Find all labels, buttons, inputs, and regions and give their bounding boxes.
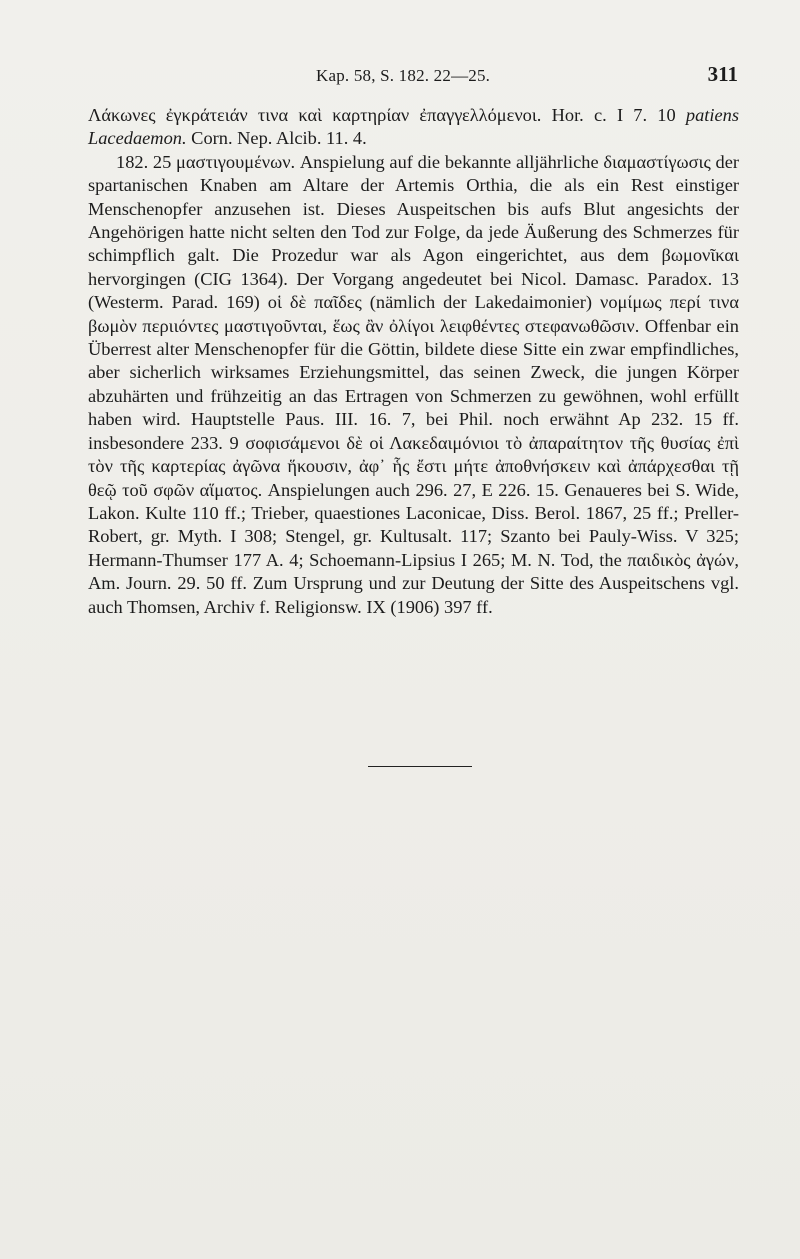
text-run: 182. 25 μαστιγουμένων. Anspielung auf die bekannte alljährliche διαμαστίγωσις der spartanischen Knaben am Altare der Artemis Orthia, die als ein Rest einstiger Menschenopfer anzusehen ist. Dieses Auspeitschen bis aufs Blut angesichts der Angehörigen hatte nicht selten den Tod zur Folge, da jede Äußerung des Schmerzes für schimpflich galt. Die Prozedur war als Agon eingerichtet, aus dem βωμονῖκαι hervorgingen (CIG 1364). Der Vorgang angedeutet bei Nicol. Damasc. Paradox. 13 (Westerm. Parad. 169) οἱ δὲ παῖδες (nämlich der Lakedaimonier) νομίμως περί τινα βωμὸν περιιόντες μαστιγοῦνται, ἕως ἂν ὀλίγοι λειφθέντες στεφανωθῶσιν. Offenbar ein Überrest alter Menschenopfer für die Göttin, bildete diese Sitte ein zwar empfindliches, aber sicherlich wirksames Erziehungsmittel, das seinen Zweck, die jungen Körper abzuhärten und frühzeitig an das Ertragen von Schmerzen zu gewöhnen, wohl erfüllt haben wird. Hauptstelle Paus. III. 16. 7, bei Phil. noch erwähnt Ap 232. 15 ff. insbesondere 233. 9 σοφισάμενοι δὲ οἱ Λακεδαιμόνιοι τὸ ἀπαραίτητον τῆς θυσίας ἐπὶ τὸν τῆς καρτερίας ἀγῶνα ἥκουσιν, ἀφ᾽ ἧς ἔστι μήτε ἀποθνήσκειν καὶ ἀπάρχεσθαι τῇ θεῷ τοῦ σφῶν αἵματος. Anspielungen auch 296. 27, E 226. 15. Genaueres bei S. Wide, Lakon. Kulte 110 ff.; Trieber, quaestiones Laconicae, Diss. Berol. 1867, 25 ff.; Preller-Robert, gr. Myth. I 308; Stengel, gr. Kultusalt. 117; Szanto bei Pauly-Wiss. V 325; Hermann-Thumser 177 A. 4; Schoemann-Lipsius I 265; M. N. Tod, the παιδικὸς ἀγών, Am. Journ. 29. 50 ff. Zum Ursprung und zur Deutung der Sitte des Auspeitschens vgl. auch Thomsen, Archiv f. Religionsw. IX (1906) 397 ff.	[88, 151, 739, 617]
page-header	[88, 60, 740, 94]
italic-text-run: patiens Lacedaemon.	[88, 105, 739, 149]
text-run: Λάκωνες ἐγκράτειάν τινα καὶ καρτηρίαν ἐπαγγελλόμενοι. Hor. c. I 7. 10	[88, 105, 686, 125]
commentary-text	[88, 104, 739, 619]
text-run: Corn. Nep. Alcib. 11. 4.	[186, 128, 367, 149]
section-divider-rule	[368, 766, 472, 767]
running-head: Kap. 58, S. 182. 22—25.	[316, 66, 491, 85]
paragraph-hor-reference	[88, 104, 739, 151]
paragraph-note-182-25	[88, 151, 739, 619]
page-number: 311	[707, 62, 738, 86]
